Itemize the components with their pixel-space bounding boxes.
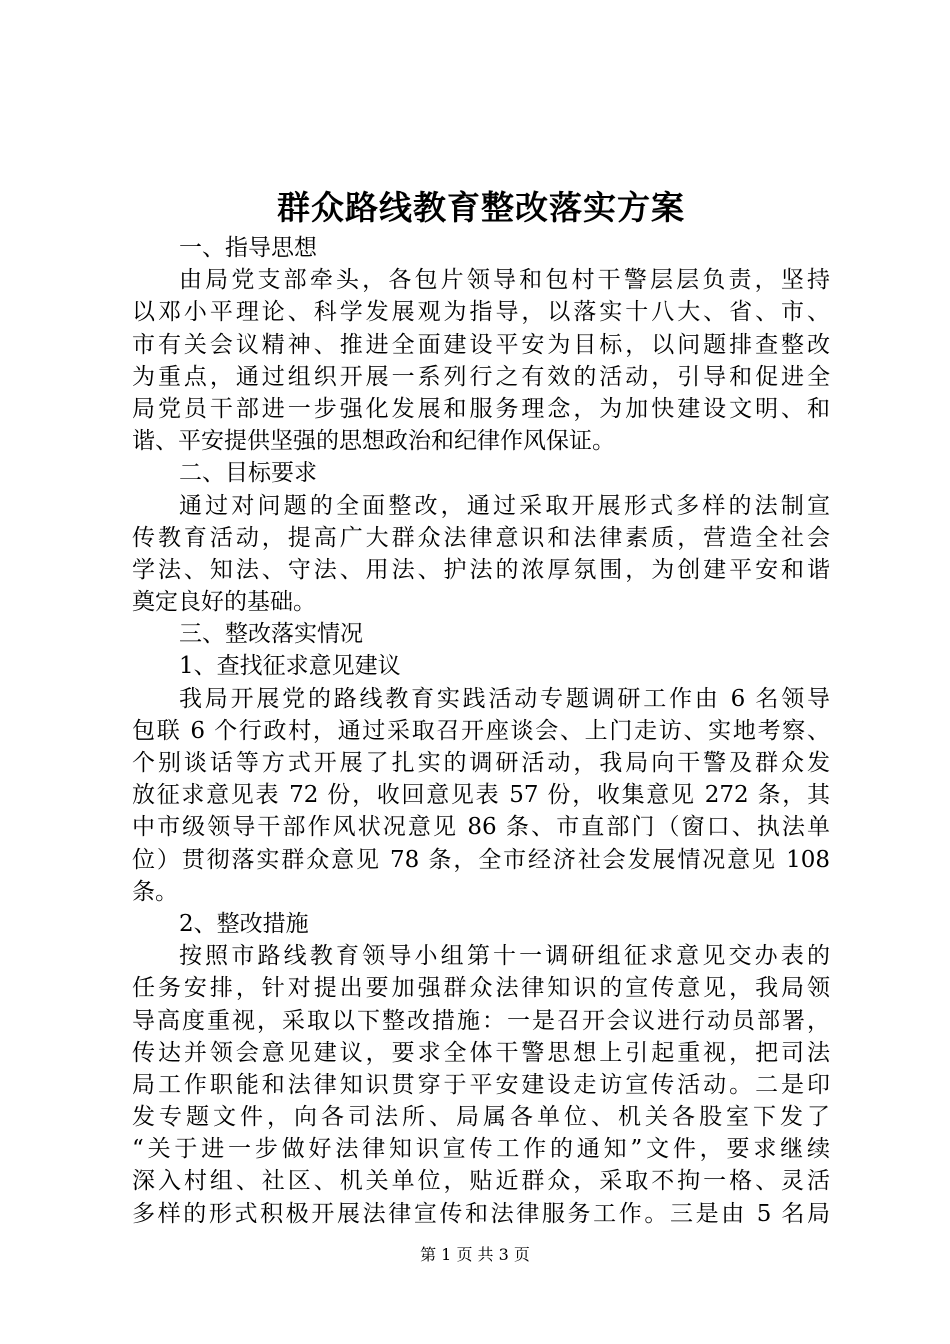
paragraph-line: 由局党支部牵头，各包片领导和包村干警层层负责，坚持 <box>179 267 830 294</box>
paragraph-line: 中市级领导干部作风状况意见 86 条、市直部门（窗口、执法单 <box>132 814 830 841</box>
paragraph-line: 三、整改落实情况 <box>179 621 363 648</box>
paragraph-line: 2、整改措施 <box>179 910 309 937</box>
document-title: 群众路线教育整改落实方案 <box>277 188 685 227</box>
paragraph-line: 奠定良好的基础。 <box>132 589 316 616</box>
paragraph-line: 条。 <box>132 878 178 905</box>
paragraph-line: 一、指导思想 <box>179 235 317 261</box>
paragraph-line: 位）贯彻落实群众意见 78 条，全市经济社会发展情况意见 108 <box>132 846 830 873</box>
paragraph-line: 为重点，通过组织开展一系列行之有效的活动，引导和促进全 <box>132 363 830 390</box>
paragraph-line: 通过对问题的全面整改，通过采取开展形式多样的法制宣 <box>179 492 830 519</box>
paragraph-line: 包联 6 个行政村，通过采取召开座谈会、上门走访、实地考察、 <box>132 717 830 744</box>
document-body <box>132 232 830 1230</box>
paragraph-line: “关于进一步做好法律知识宣传工作的通知”文件，要求继续 <box>132 1136 830 1163</box>
paragraph-line: 以邓小平理论、科学发展观为指导，以落实十八大、省、市、 <box>132 299 830 326</box>
paragraph-line: 我局开展党的路线教育实践活动专题调研工作由 6 名领导 <box>179 685 830 712</box>
paragraph-line: 发专题文件，向各司法所、局属各单位、机关各股室下发了 <box>132 1104 830 1131</box>
paragraph-line: 1、查找征求意见建议 <box>179 653 401 680</box>
paragraph-line: 任务安排，针对提出要加强群众法律知识的宣传意见，我局领 <box>132 975 830 1002</box>
paragraph-line: 市有关会议精神、推进全面建设平安为目标，以问题排查整改 <box>132 331 830 358</box>
page-number-footer: 第 1 页 共 3 页 <box>420 1245 530 1264</box>
paragraph-line: 局工作职能和法律知识贯穿于平安建设走访宣传活动。二是印 <box>132 1071 830 1098</box>
document-page <box>132 186 830 1230</box>
paragraph-line: 二、目标要求 <box>179 460 317 487</box>
paragraph-line: 按照市路线教育领导小组第十一调研组征求意见交办表的 <box>179 943 830 970</box>
paragraph-line: 传教育活动，提高广大群众法律意识和法律素质，营造全社会 <box>132 524 830 551</box>
paragraph-line: 谐、平安提供坚强的思想政治和纪律作风保证。 <box>132 428 615 455</box>
paragraph-line: 传达并领会意见建议，要求全体干警思想上引起重视，把司法 <box>132 1039 830 1066</box>
paragraph-line: 学法、知法、守法、用法、护法的浓厚氛围，为创建平安和谐 <box>132 556 830 583</box>
paragraph-line: 局党员干部进一步强化发展和服务理念，为加快建设文明、和 <box>132 395 830 422</box>
paragraph-line: 放征求意见表 72 份，收回意见表 57 份，收集意见 272 条，其 <box>132 782 830 809</box>
paragraph-line: 多样的形式积极开展法律宣传和法律服务工作。三是由 5 名局 <box>132 1200 830 1227</box>
paragraph-line: 深入村组、社区、机关单位，贴近群众，采取不拘一格、灵活 <box>132 1168 830 1195</box>
paragraph-line: 个别谈话等方式开展了扎实的调研活动，我局向干警及群众发 <box>132 750 830 776</box>
paragraph-line: 导高度重视，采取以下整改措施：一是召开会议进行动员部署， <box>132 1007 830 1034</box>
